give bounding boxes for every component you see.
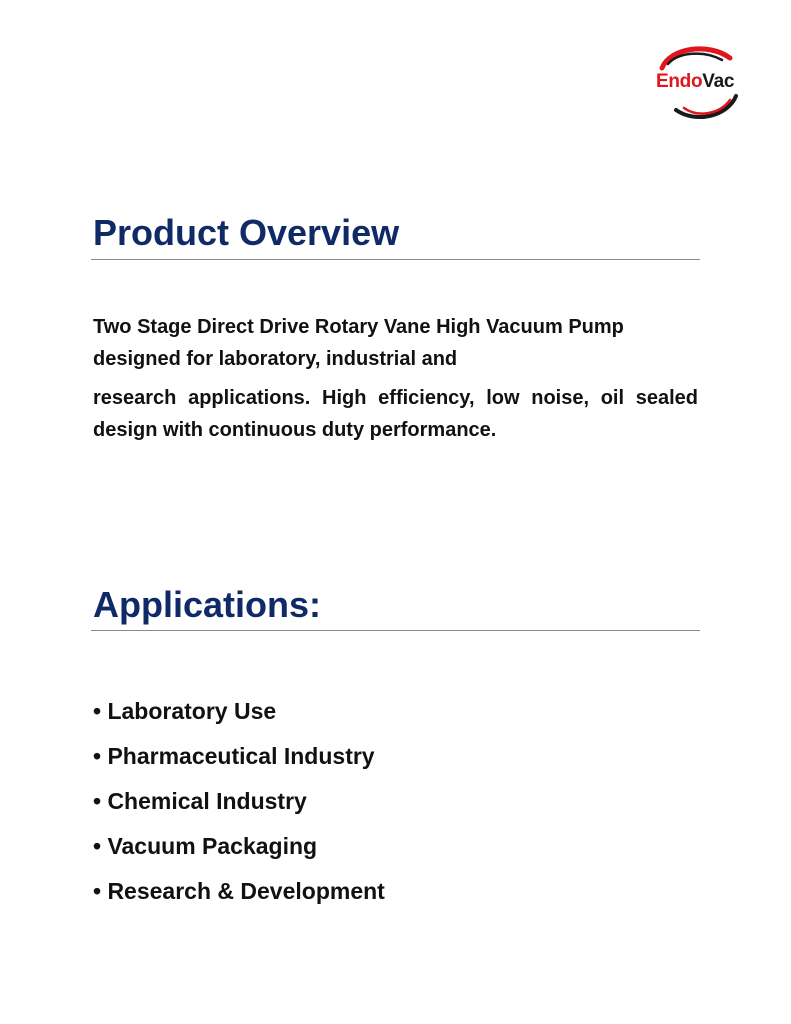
overview-paragraph-2: research applications. High efficiency, low noise, oil sealed design with continuous duty performance.: [93, 387, 698, 441]
list-item: • Vacuum Packaging: [93, 833, 318, 859]
applications-heading: Applications:: [93, 584, 322, 625]
list-item: • Laboratory Use: [93, 698, 277, 724]
overview-paragraph-1: Two Stage Direct Drive Rotary Vane High Vacuum Pump designed for laboratory, industrial and: [93, 316, 624, 370]
list-item: • Pharmaceutical Industry: [93, 743, 375, 769]
product-overview-heading: Product Overview: [93, 212, 400, 253]
applications-divider: [91, 630, 700, 631]
list-item: • Chemical Industry: [93, 788, 307, 814]
applications-list: [93, 689, 385, 914]
logo-wordmark: [656, 71, 734, 93]
list-item: • Research & Development: [93, 878, 385, 904]
overview-divider: [91, 259, 700, 260]
endovac-logo: [652, 44, 748, 122]
logo-vac-text: Vac: [702, 71, 735, 92]
logo-endo-text: Endo: [656, 71, 703, 92]
